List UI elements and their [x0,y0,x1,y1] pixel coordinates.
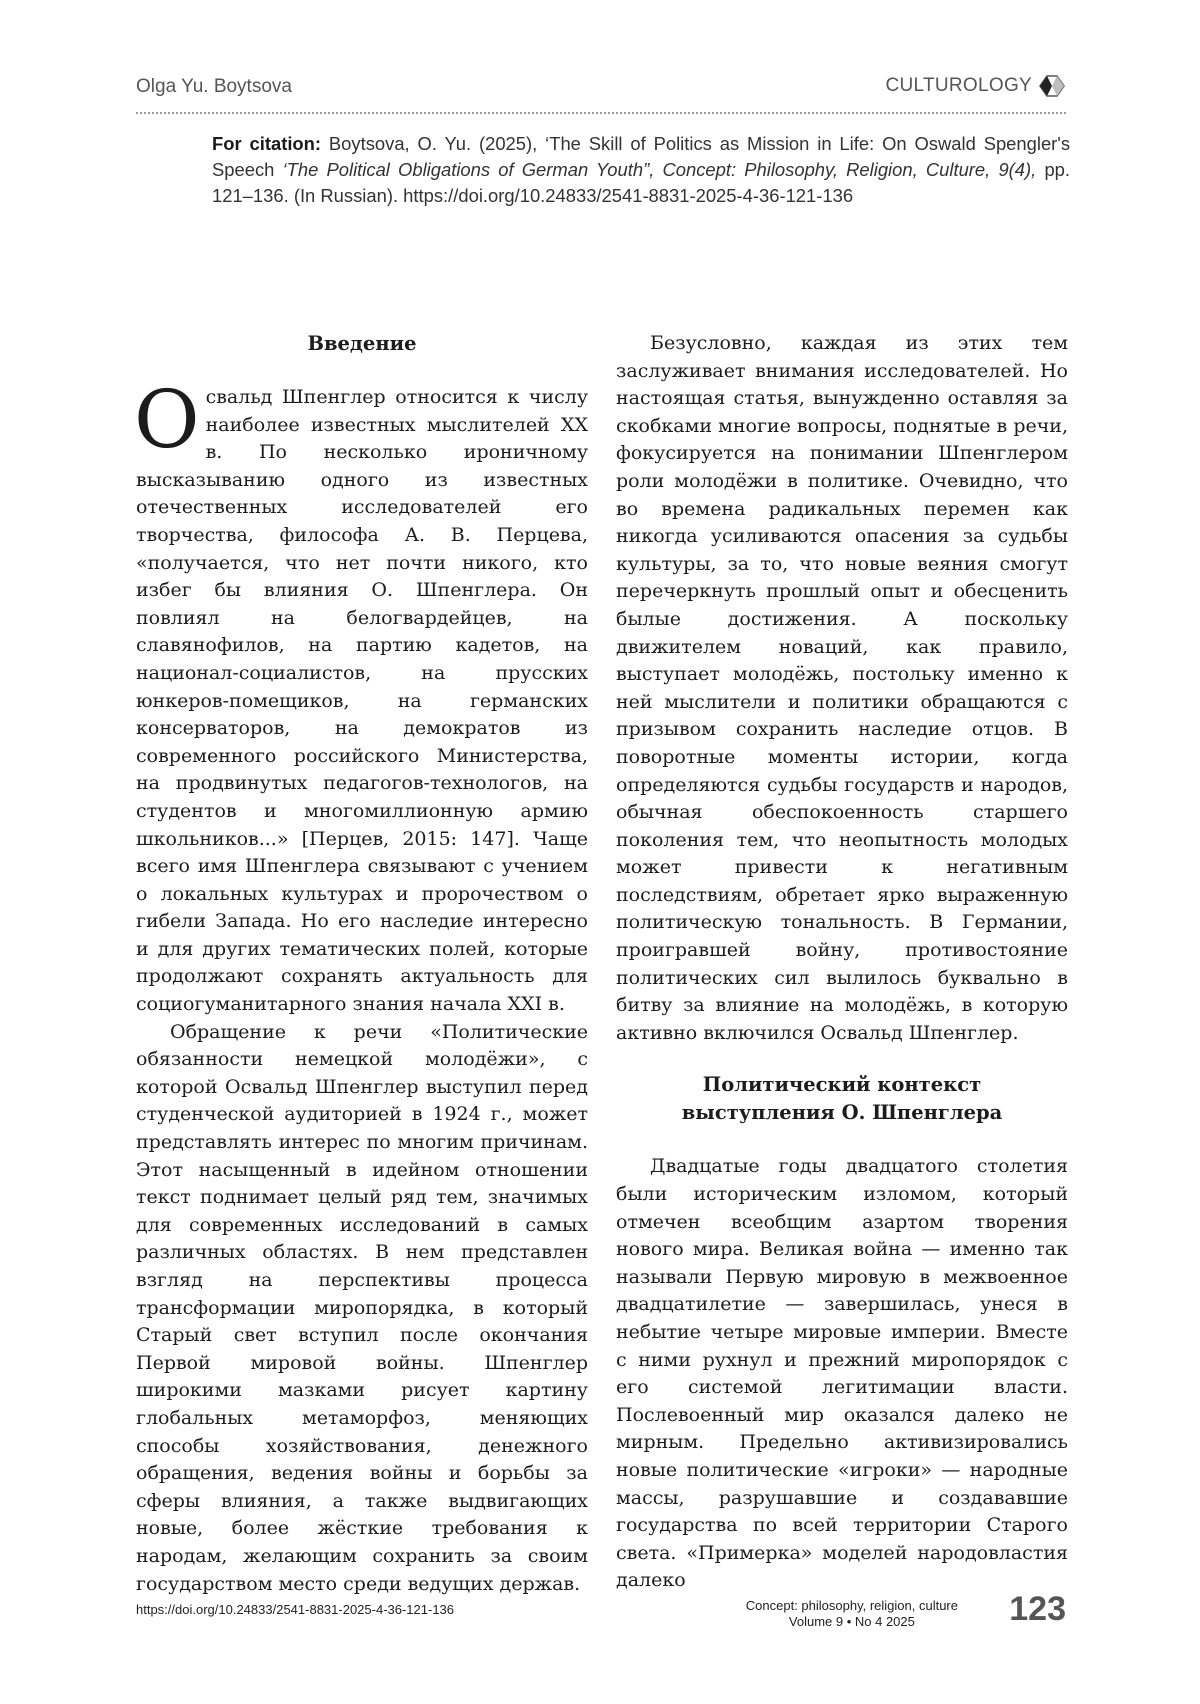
heading-line: выступления О. Шпенглера [681,1101,1003,1125]
header-section-label: CULTUROLOGY [885,75,1032,96]
paragraph-text: свальд Шпенглер относится к числу наиболее известных мыслителей XX в. По несколько ироничному высказыванию одного из известных отечественных исследователей его творчества, философа А. В. Перцева, «получается, что нет почти никого, кто избег бы влияния О. Шпенглера. Он повлиял на белогвардейцев, на славянофилов, на партию кадетов, на национал-социалистов, на прусских юнкеров-помещиков, на германских консерваторов, на демократов из современного российского Министерства, на продвинутых педагогов-технологов, на студентов и многомиллионную армию школьников...» [Перцев, 2015: 147]. Чаще всего имя Шпенглера связывают с учением о локальных культурах и пророчеством о гибели Запада. Но его наследие интересно и для других тематических полей, которые продолжают сохранять актуальность для социогуманитарного знания начала XXI в. [136,386,588,1016]
section-heading-introduction: Введение [307,332,417,355]
journal-issue: Volume 9 • No 4 2025 [788,1614,915,1629]
right-column [616,330,1068,1595]
citation-block [212,131,1070,209]
paragraph: Безусловно, каждая из этих тем заслуживает внимания исследователей. Но настоящая статья, вынужденно оставляя за скобками многие вопросы, поднятые в речи, фокусируется на понимании Шпенглером роли молодёжи в политике. Очевидно, что во времена радикальных перемен как никогда усиливаются опасения за судьбы культуры, за то, что новые веяния смогут перечеркнуть прошлый опыт и обесценить былые достижения. А поскольку движителем новаций, как правило, выступает молодёжь, постольку именно к ней мыслители и политики обращаются с призывом сохранить наследие отцов. В поворотные моменты истории, когда определяются судьбы государств и народов, обычная обеспокоенность старшего поколения тем, что неопытность молодых может привести к негативным последствиям, обретает ярко выраженную политическую тональность. В Германии, проигравшей войну, противостояние политических сил вылилось буквально в битву за влияние на молодёжь, в которую активно включился Освальд Шпенглер. [616,332,1068,1044]
header-divider [136,112,1066,114]
running-header [136,74,1066,108]
page-number: 123 [1009,1590,1066,1628]
citation-text-2: pp. 121–136. (In Russian). https://doi.org/10.24833/2541-8831-2025-4-36-121-136 [212,159,1071,206]
paragraph: Обращение к речи «Политические обязанности немецкой молодёжи», с которой Освальд Шпенглер выступил перед студенческой аудиторией в 1924 г., может представлять интерес по многим причинам. Этот насыщенный в идейном отношении текст поднимает целый ряд тем, значимых для современных исследований в самых различных областях. В нем представлен взгляд на перспективы процесса трансформации миропорядка, в который Старый свет вступил после окончания Первой мировой войны. Шпенглер широкими мазками рисует картину глобальных метаморфоз, меняющих способы хозяйствования, денежного обращения, ведения войны и борьбы за сферы влияния, а также выдвигающих новые, более жёсткие требования к народам, желающим сохранить за своим государством место среди ведущих держав. [136,1020,588,1595]
header-author: Olga Yu. Boytsova [136,76,292,97]
footer-doi: https://doi.org/10.24833/2541-8831-2025-4-36-121-136 [136,1602,455,1617]
heading-line: Политический контекст [702,1073,982,1097]
citation-text-1: Boytsova, O. Yu. (2025), ‘The Skill of Politics as Mission in Life: On Oswald Spengler's Speech [212,133,1071,180]
citation-title: ‘The Political Obligations of German Youth”, Concept: Philosophy, Religion, Culture, 9(4), [282,159,1037,180]
footer-journal [746,1598,958,1630]
section-heading-context [616,1071,1068,1127]
drop-cap: О [134,373,200,466]
paragraph: Двадцатые годы двадцатого столетия были историческим изломом, который отмечен всеобщим азартом творения нового мира. Великая война — именно так называли Первую мировую в межвоенное двадцатилетие — завершилась, унеся в небытие четыре мировые империи. Вместе с ними рухнул и прежний миропорядок с его системой легитимации власти. Послевоенный мир оказался далеко не мирным. Предельно активизировались новые политические «игроки» — народные массы, разрушавшие и создававшие государства по всей территории Старого света. «Примерка» моделей народовластия далеко [616,1155,1068,1592]
citation-label: For citation: [212,133,322,154]
cube-icon [1038,74,1066,98]
paragraph [134,373,588,1019]
page-footer [136,1592,1066,1642]
header-section [885,74,1066,98]
journal-name: Concept: philosophy, religion, culture [745,1598,958,1613]
left-column [136,330,588,1598]
